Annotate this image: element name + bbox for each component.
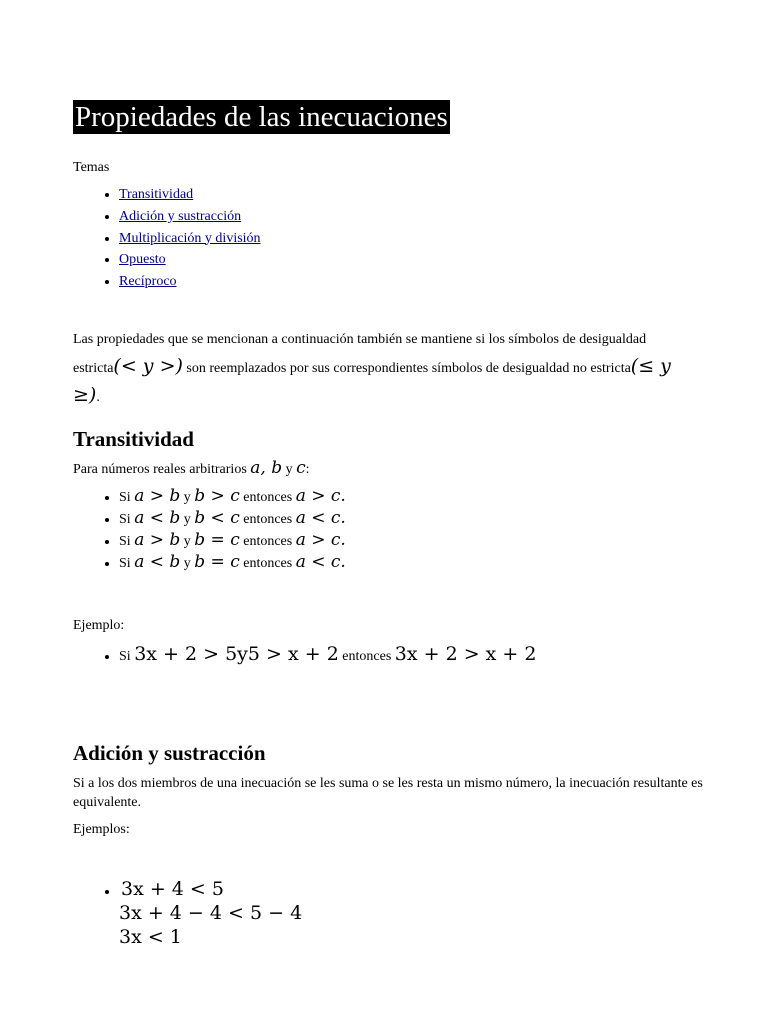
section-transitividad — [73, 427, 703, 671]
rule-item — [119, 552, 703, 574]
var-c-math: c — [296, 457, 306, 478]
rule-premise-1: a > b — [134, 485, 181, 506]
intro-paragraph — [73, 327, 703, 411]
rule-item — [119, 508, 703, 530]
rule-entonces: entonces — [243, 555, 293, 571]
intro-period: . — [96, 389, 100, 405]
lead-y: y — [285, 461, 293, 477]
adicion-steps — [73, 877, 703, 949]
rule-item — [119, 530, 703, 552]
rule-premise-2: b < c — [194, 507, 240, 528]
heading-transitividad: Transitividad — [73, 426, 194, 451]
rule-premise-2: b = c — [194, 529, 240, 550]
rule-y: y — [183, 489, 191, 505]
transitividad-lead — [73, 458, 703, 480]
rule-premise-1: a > b — [134, 529, 181, 550]
heading-adicion: Adición y sustracción — [73, 740, 266, 765]
example-list — [73, 640, 703, 671]
example-item — [119, 640, 703, 671]
rule-premise-1: a < b — [134, 551, 181, 572]
intro-text-1: Las propiedades que se mencionan a continuación también se mantiene si los símbolos de desigualdad estricta — [73, 331, 647, 376]
step-line: 3x + 4 − 4 < 5 − 4 — [119, 901, 303, 924]
rule-si: Si — [119, 511, 131, 527]
strict-symbols-math: (< y >) — [113, 354, 183, 377]
rule-entonces: entonces — [243, 511, 293, 527]
topic-link-transitividad[interactable]: Transitividad — [119, 187, 194, 202]
topic-link-opuesto[interactable]: Opuesto — [119, 252, 166, 268]
lead-text: Para números reales arbitrarios — [73, 461, 247, 477]
nonstrict-symbols-math: (≤ y ≥) — [73, 354, 671, 406]
topic-link-multiplicacion[interactable]: Multiplicación y división — [119, 230, 261, 246]
lead-colon: : — [305, 461, 310, 477]
rule-premise-1: a < b — [134, 507, 181, 528]
example-si: Si — [119, 648, 131, 664]
rule-y: y — [183, 555, 191, 571]
topic-item-opuesto — [119, 249, 703, 271]
topic-item-multiplicacion — [119, 228, 703, 250]
rule-item — [119, 486, 703, 508]
page-title: Propiedades de las inecuaciones — [75, 101, 448, 133]
rule-si: Si — [119, 533, 131, 549]
document-page — [73, 100, 703, 949]
topics-list — [73, 184, 703, 293]
rule-y: y — [183, 533, 191, 549]
transitividad-rules — [73, 486, 703, 574]
rule-conclusion: a < c. — [295, 507, 346, 528]
steps-item — [119, 877, 703, 949]
vars-ab-math: a, b — [250, 457, 283, 478]
rule-entonces: entonces — [243, 489, 293, 505]
adicion-text: Si a los dos miembros de una inecuación se les suma o se les resta un mismo número, la inecuación resultante es equivalente. — [73, 775, 703, 810]
rule-premise-2: b > c — [194, 485, 240, 506]
example-label: Ejemplo: — [73, 617, 125, 633]
topic-link-reciproco[interactable]: Recíproco — [119, 274, 177, 290]
section-adicion — [73, 741, 703, 949]
topic-item-transitividad — [119, 184, 703, 206]
step-line: • 3x + 4 < 5 — [121, 877, 224, 900]
topics-label: Temas — [73, 160, 110, 175]
example-conclusion-math: 3x + 2 > x + 2 — [394, 642, 537, 665]
rule-entonces: entonces — [243, 533, 293, 549]
example-entonces: entonces — [342, 648, 392, 664]
rule-premise-2: b = c — [194, 551, 240, 572]
topic-link-adicion[interactable]: Adición y sustracción — [119, 208, 242, 224]
intro-text-2: son reemplazados por sus correspondientes símbolos de desigualdad no estricta — [186, 360, 631, 376]
rule-si: Si — [119, 489, 131, 505]
topic-item-reciproco — [119, 271, 703, 293]
rule-y: y — [183, 511, 191, 527]
examples-label: Ejemplos: — [73, 821, 130, 837]
rule-si: Si — [119, 555, 131, 571]
topic-item-adicion — [119, 206, 703, 228]
rule-conclusion: a > c. — [295, 529, 346, 550]
rule-conclusion: a < c. — [295, 551, 346, 572]
example-premise-math: 3x + 2 > 5y5 > x + 2 — [134, 642, 339, 665]
step-line: 3x < 1 — [119, 925, 182, 948]
rule-conclusion: a > c. — [295, 485, 346, 506]
